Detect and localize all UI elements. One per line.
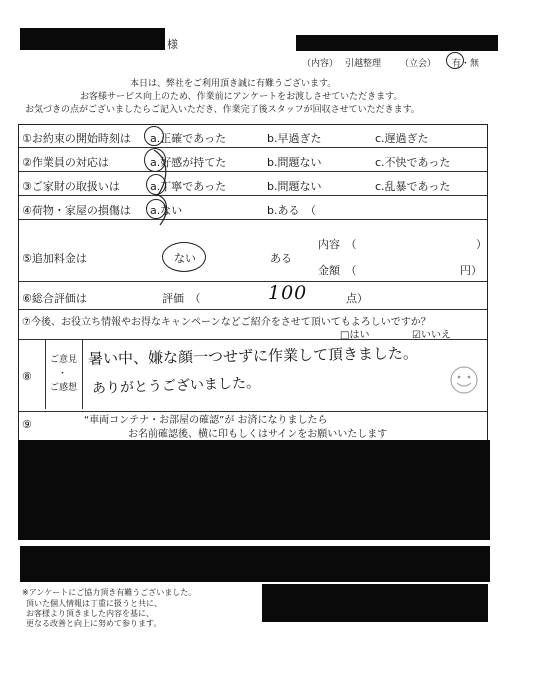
q3-option-b[interactable]: b.問題ない (267, 180, 322, 193)
q6-points-label: 点） (346, 292, 368, 305)
q4-label: ④荷物・家屋の損傷は (22, 204, 131, 217)
q1-option-c[interactable]: c.遅過ぎた (375, 132, 429, 145)
survey-form (18, 124, 488, 444)
q5-content-close: ） (476, 238, 487, 251)
q5-answer-circle (162, 242, 206, 272)
q8-label-dot: ・ (58, 369, 68, 379)
hand-drawn-check-mark (150, 140, 183, 230)
q9-line-2: お名前確認後、横に印もしくはサインをお願いいたします (128, 429, 388, 440)
honorific-sama: 様 (167, 38, 178, 51)
q3-option-c[interactable]: c.乱暴であった (375, 180, 451, 193)
q3-option-a[interactable]: a.丁寧であった (150, 180, 227, 193)
q2-option-a[interactable]: a.好感が持てた (150, 156, 227, 169)
footer-note-1: ※アンケートにご協力頂き有難うございました。 (22, 588, 197, 597)
q3-label: ③ご家財の取扱いは (22, 180, 120, 193)
attendance-label: （立会） (400, 59, 437, 69)
q8-comment-line-1: 暑い中、嫌な顔一つせずに作業して頂きました。 (87, 344, 419, 368)
q6-rating-label: 評価 （ (162, 292, 201, 305)
q7-question: ⑦今後、お役立ち情報やお得なキャンペーンなどご紹介をさせて頂いてもよろしいですか？ (22, 317, 431, 328)
service-type: 引越整理 (345, 59, 382, 69)
greeting-line-1: 本日は、弊社をご利用頂き誠に有難うございます。 (130, 79, 337, 89)
q5-option-aru[interactable]: ある (270, 252, 292, 265)
q7-option-yes[interactable]: □はい (340, 330, 370, 341)
q5-content-label: 内容 （ (318, 238, 357, 251)
q9-line-1: “車両コンテナ・お部屋の確認”が お済になりましたら (84, 415, 328, 426)
q5-amount-label: 金額 （ (318, 264, 357, 277)
q7-option-no[interactable]: ☑いいえ (412, 330, 451, 341)
q8-number: ⑧ (22, 370, 32, 383)
q2-option-b[interactable]: b.問題ない (267, 156, 322, 169)
footer-note-3: お客様より頂きました内容を基に、 (26, 609, 154, 618)
greeting-line-3: お気づきの点がございましたらご記入いただき、作業完了後スタッフが回収させていただきます。 (25, 105, 420, 115)
q2-label: ②作業員の対応は (22, 156, 109, 169)
redacted-customer-name (20, 28, 165, 50)
q5-label: ⑤追加料金は (22, 252, 87, 265)
content-label: （内容） (302, 59, 339, 69)
q8-comment-line-2: ありがとうございました。 (91, 375, 261, 397)
q4-option-b[interactable]: b.ある （ (267, 204, 316, 217)
q5-yen-label: 円） (460, 264, 482, 277)
greeting-line-2: お客様サービス向上のため、作業前にアンケートをお渡しさせていただきます。 (80, 92, 403, 102)
q2-option-c[interactable]: c.不快であった (375, 156, 451, 169)
attendance-choice: 有・無 (452, 59, 480, 69)
q5-option-nai[interactable]: ない (174, 252, 196, 265)
q9-number: ⑨ (22, 418, 32, 431)
redacted-header-info (296, 35, 498, 51)
q6-label: ⑥総合評価は (22, 292, 87, 305)
q8-label-opinion: ご意見 (50, 355, 78, 365)
q1-option-b[interactable]: b.早過ぎた (267, 132, 322, 145)
footer-note-4: 更なる改善と向上に努めて参ります。 (26, 619, 162, 628)
q4-option-a[interactable]: a.ない (150, 204, 183, 217)
q1-option-a[interactable]: a.正確であった (150, 132, 227, 145)
redacted-signature-area (18, 440, 490, 540)
footer-note-2: 頂いた個人情報は丁重に扱うと共に、 (26, 599, 162, 608)
redacted-bottom-band (20, 546, 490, 582)
q8-label-impression: ご感想 (50, 383, 78, 393)
q6-score-handwritten: 100 (268, 282, 308, 304)
redacted-stamp-box (262, 584, 488, 622)
q1-label: ①お約束の開始時刻は (22, 132, 131, 145)
smiley-stamp-icon (448, 364, 480, 396)
attendance-circle (446, 52, 464, 69)
